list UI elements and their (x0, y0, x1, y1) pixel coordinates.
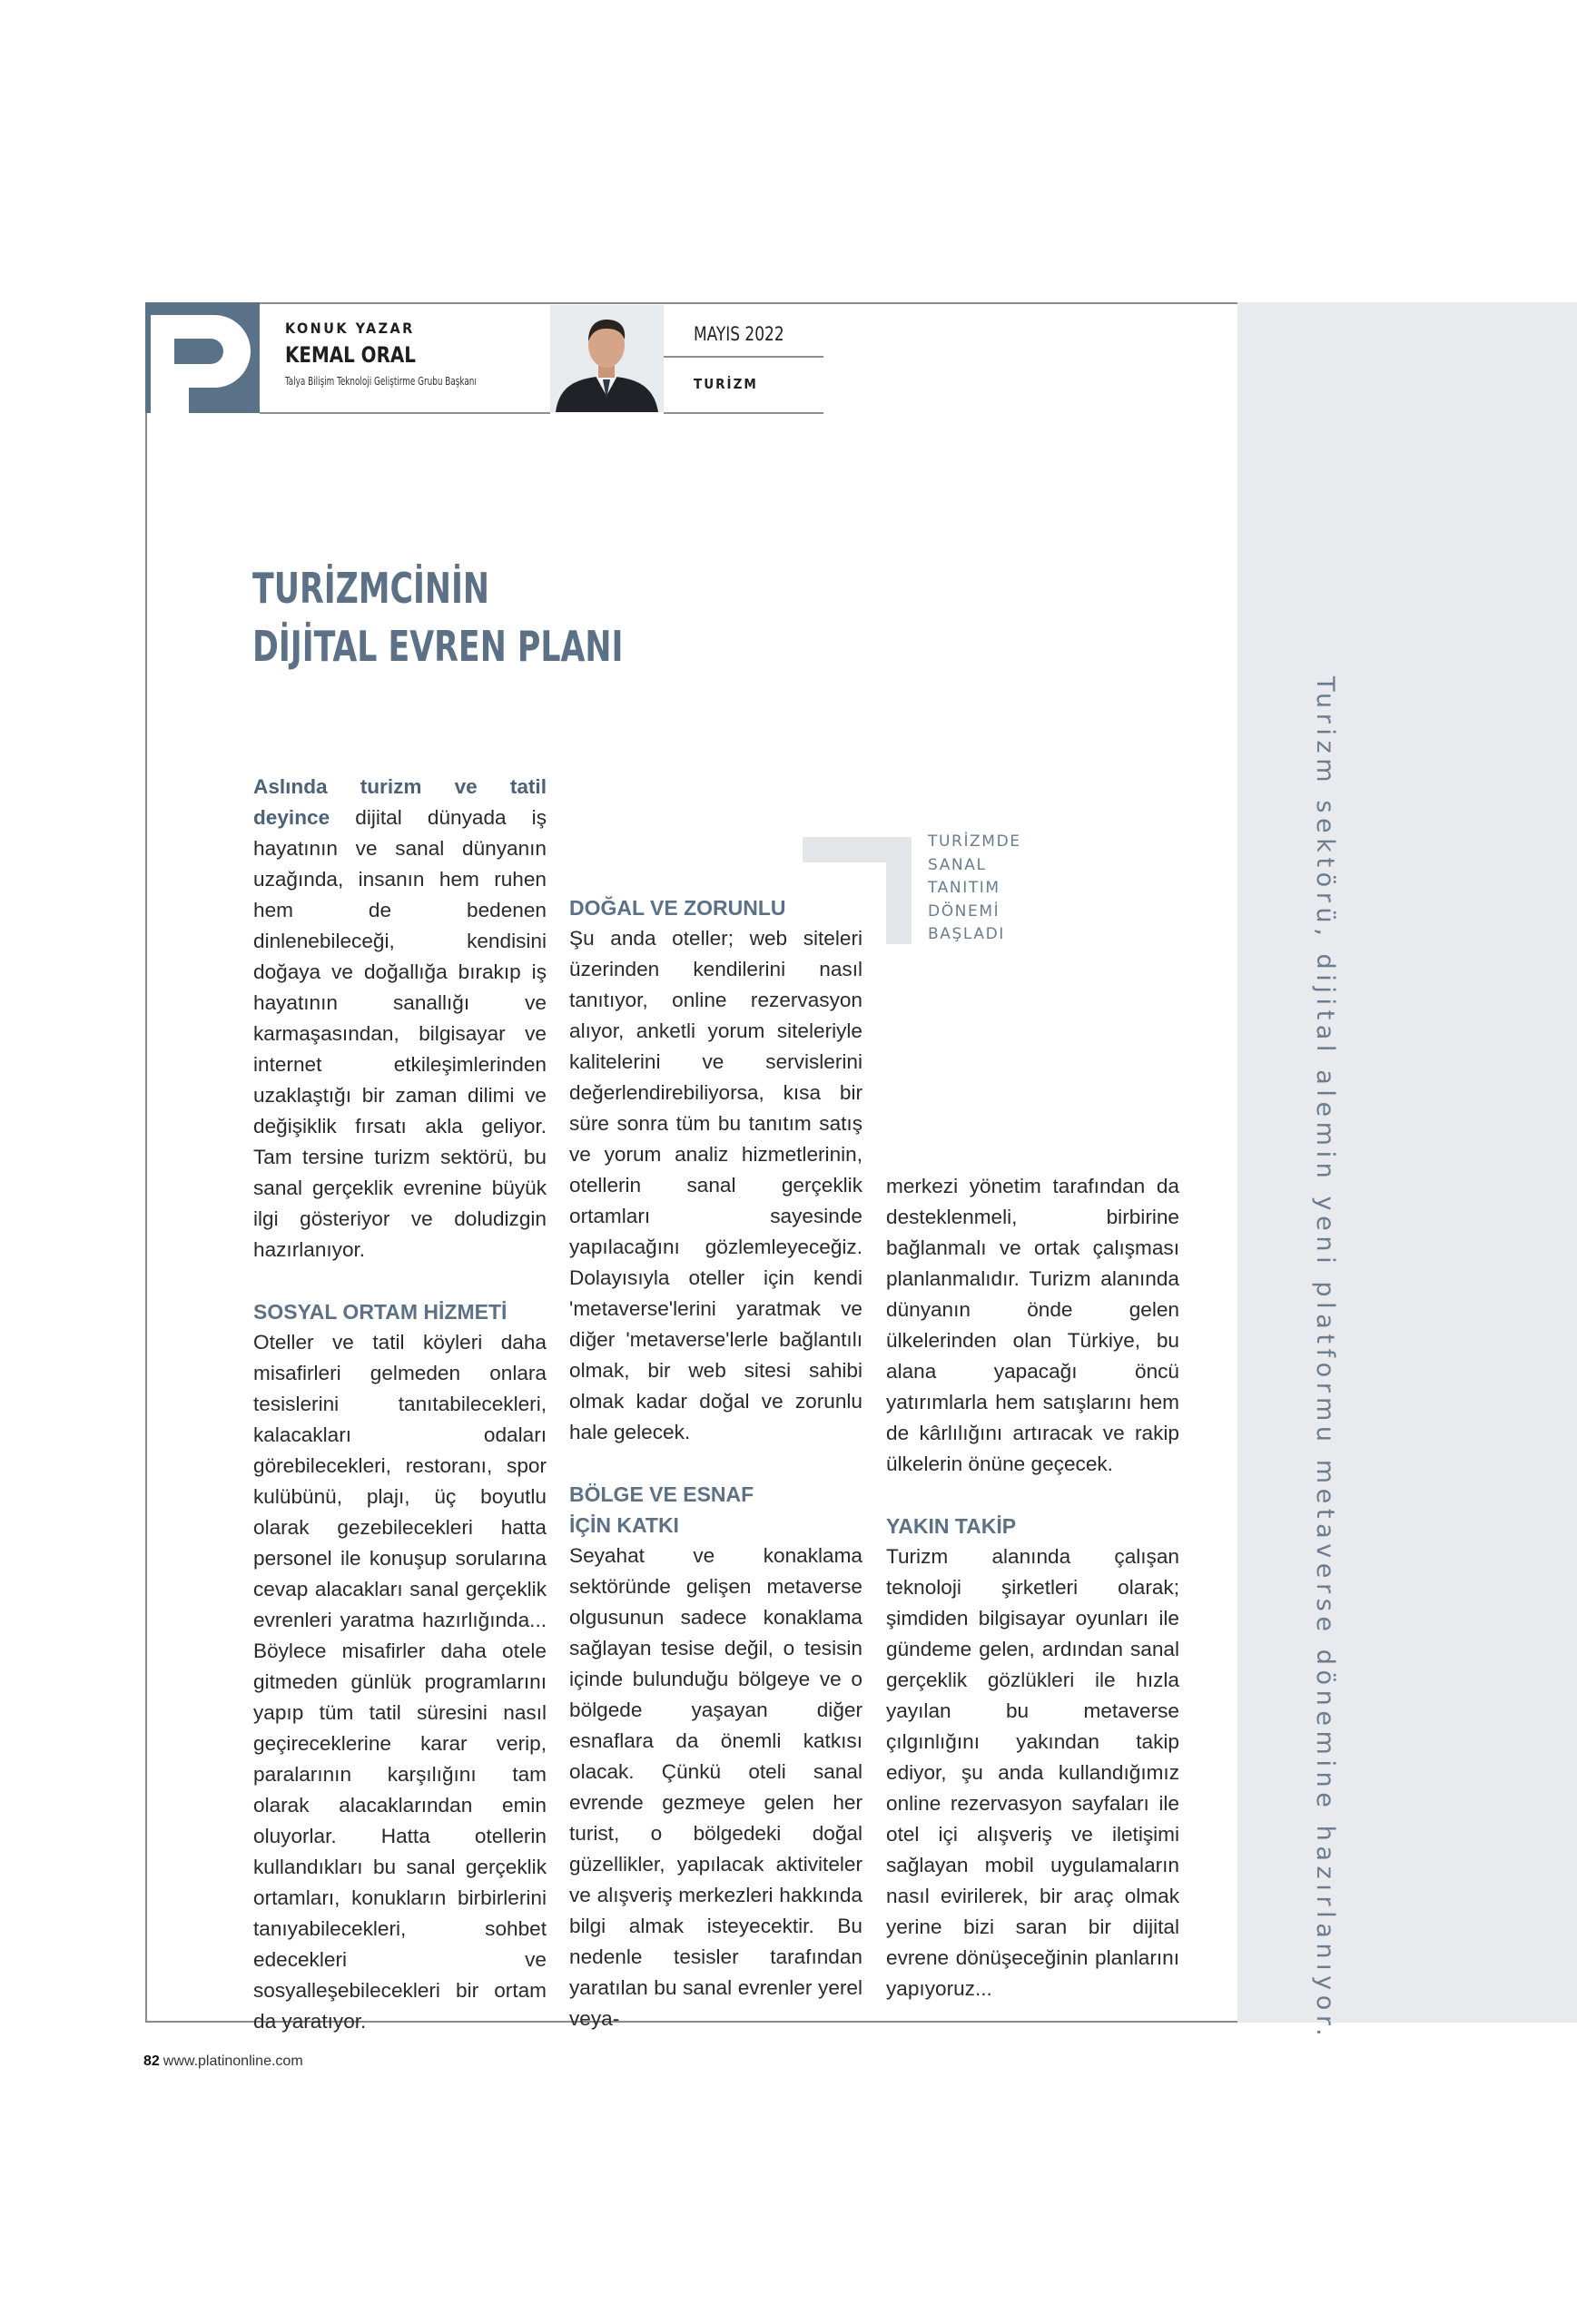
author-portrait-icon (550, 305, 664, 412)
author-role: Talya Bilişim Teknoloji Geliştirme Grubu Başkanı (285, 375, 477, 388)
page-number: 82 (143, 2053, 160, 2069)
lead-paragraph (253, 772, 547, 1265)
article-title (252, 559, 623, 675)
frame-border-left (145, 302, 147, 2023)
magazine-logo (145, 302, 260, 413)
article-column-3 (886, 1171, 1179, 2004)
pullquote-line: TANITIM (928, 879, 1000, 898)
header-rule (664, 356, 823, 358)
pullquote-line: SANAL (928, 855, 987, 874)
body-paragraph: Şu anda oteller; web siteleri üzerinden kendilerini nasıl tanıtıyor, online rezervasyon alıyor, anketli yorum siteleriyle kalitelerini ve servislerini değerlendirebiliyorsa, kısa bir süre sonra tüm bu tanıtım satış ve yorum analiz hizmetlerinin, otellerin sanal gerçeklik ortamları sayesinde yapılacağını gözlemleyeceğiz. Dolayısıyla oteller için kendi 'metaverse'lerini yaratmak ve diğer 'metaverse'lerle bağlantılı olmak, bir web sitesi sahibi olmak kadar doğal ve zorunlu hale gelecek. (569, 927, 862, 1443)
issue-date: MAYIS 2022 (694, 323, 784, 345)
title-line: TURİZMCİNİN (252, 564, 489, 613)
article-column-2 (569, 892, 862, 2034)
header-rule (664, 412, 823, 414)
body-paragraph: merkezi yönetim tarafından da desteklenmeli, birbirine bağlanmalı ve ortak çalışması planlanmalıdır. Turizm alanında dünyanın önde gelen ülkelerinden olan Türkiye, bu alana yapacağı öncü yatırımlarla hem satışlarını hem de kârlılığını artıracak ve rakip ülkelerin önüne geçecek. (886, 1175, 1179, 1475)
sidebar-panel (1237, 302, 1577, 2023)
section-category: TURİZM (694, 376, 758, 392)
p-logo-icon (145, 302, 260, 413)
section-heading: SOSYAL ORTAM HİZMETİ (253, 1300, 508, 1324)
pullquote-line: BAŞLADI (928, 925, 1005, 944)
page-footer (143, 2053, 303, 2070)
pullquote (928, 831, 1021, 947)
heading-line: İÇİN KATKI (569, 1513, 679, 1537)
pullquote-line: DÖNEMİ (928, 901, 1000, 921)
heading-line: BÖLGE VE ESNAF (569, 1482, 754, 1506)
author-photo (550, 305, 664, 412)
author-block (285, 320, 548, 388)
body-paragraph: Seyahat ve konaklama sektöründe gelişen metaverse olgusunun sadece konaklama sağlayan tesise değil, o tesisin içinde bulunduğu bölgeye ve o bölgede yaşayan diğer esnaflara da önemli katkısı olacak. Çünkü oteli sanal evrende gezmeye gelen her turist, o bölgedeki doğal güzellikler, yapılacak aktiviteler ve alışveriş merkezleri hakkında bilgi almak isteyecektir. Bu nedenle tesisler tarafından yaratılan bu sanal evrenler yerel veya- (569, 1544, 862, 2030)
section-heading (569, 1479, 862, 1541)
pullquote-line: TURİZMDE (928, 832, 1021, 851)
author-name: KEMAL ORAL (285, 342, 416, 368)
body-text: dijital dünyada iş hayatının ve sanal dünyanın uzağında, insanın hem ruhen hem de bedenen dinlenebileceği, kendisini doğaya ve doğallığa bırakıp iş hayatının sanallığı ve karmaşasından, bilgisayar ve internet etkileşimlerinden uzaklaştığı bir zaman dilimi ve değişiklik fırsatı akla geliyor. Tam tersine turizm sektörü, bu sanal gerçeklik evrenine büyük ilgi gösteriyor ve doludizgin hazırlanıyor. (253, 806, 547, 1261)
header-rule (260, 412, 550, 414)
article-column-1 (253, 772, 547, 2037)
frame-border-top (145, 302, 1237, 304)
lead-text: Aslında turizm ve tatil deyince (253, 775, 547, 829)
body-paragraph: Turizm alanında çalışan teknoloji şirketleri olarak; şimdiden bilgisayar oyunları ile gündeme gelen, ardından sanal gerçeklik gözlükleri ile hızla yayılan bu metaverse çılgınlığını yakından takip ediyor, şu anda kullandığımız online rezervasyon sayfaları ile otel içi alışveriş ve iletişimi sağlayan mobil uygulamaların nasıl evirilerek, bir araç olmak yerine bizi saran bir dijital evrene dönüşeceğinin planlarını yapıyoruz... (886, 1545, 1179, 2000)
body-paragraph: Oteller ve tatil köyleri daha misafirleri gelmeden onlara tesislerini tanıtabilecekleri, kalacakları odaları görebilecekleri, restoranı, spor kulübünü, plajı, üç boyutlu olarak gezebilecekleri hatta personel ile konuşup sorularına cevap alacakları sanal gerçeklik evrenleri yaratma hazırlığında... Böylece misafirler daha otele gitmeden günlük programlarını yapıp tüm tatil süresini nasıl geçireceklerine karar verip, paralarının karşılığını tam olarak alacaklarından emin oluyorlar. Hatta otellerin kullandıkları bu sanal gerçeklik ortamları, konukların birbirlerini tanıyabilecekleri, sohbet edecekleri ve sosyalleşebilecekleri bir ortam da yaratıyor. (253, 1331, 547, 2033)
sidebar-vertical-tagline: Turizm sektörü, dijital alemin yeni platformu metaverse dönemine hazırlanıyor. (1311, 676, 1339, 2042)
section-heading: YAKIN TAKİP (886, 1514, 1017, 1538)
pullquote-bracket (886, 837, 912, 944)
title-line: DİJİTAL EVREN PLANI (252, 622, 624, 671)
author-kicker: KONUK YAZAR (285, 320, 415, 337)
section-heading: DOĞAL VE ZORUNLU (569, 896, 786, 920)
footer-url[interactable]: www.platinonline.com (163, 2053, 303, 2069)
